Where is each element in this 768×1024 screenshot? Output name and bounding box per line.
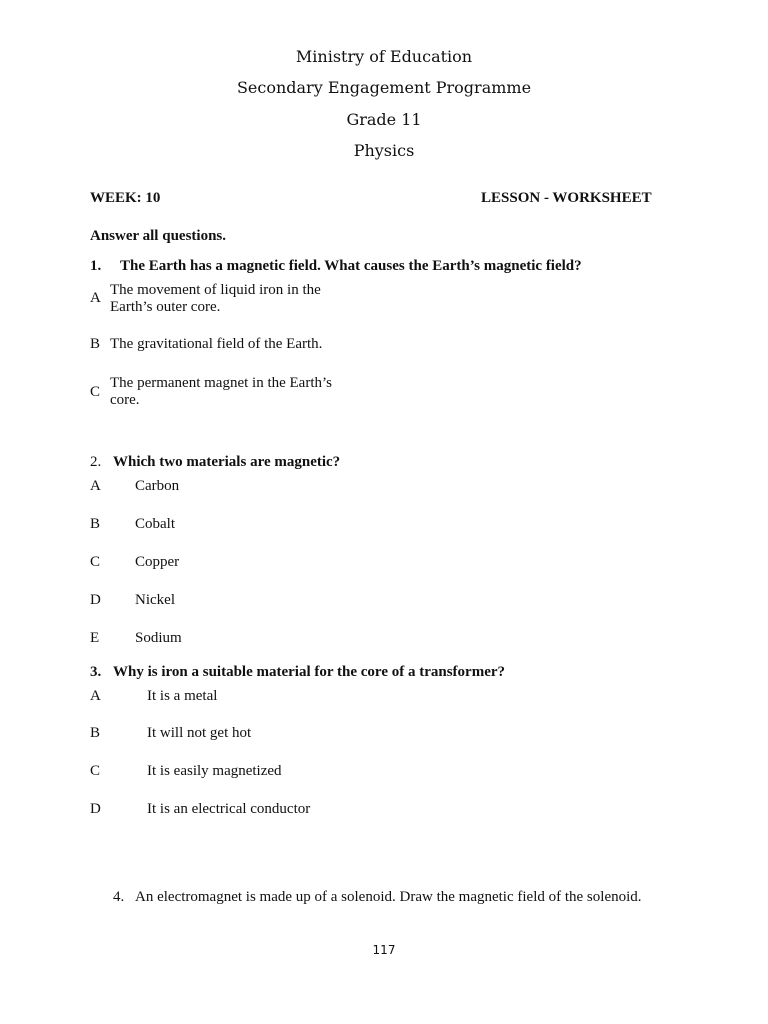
q3-option-c-letter: C [90, 763, 101, 779]
q3-option-b-text: It will not get hot [147, 725, 252, 741]
q1-option-a-letter: A [90, 290, 101, 306]
lesson-label: LESSON - WORKSHEET [481, 190, 652, 206]
q3-text: Why is iron a suitable material for the core of a transformer? [113, 664, 506, 680]
q3-option-b-letter: B [90, 725, 101, 741]
q2-option-c-text: Copper [135, 554, 180, 570]
q1-option-c-letter: C [90, 384, 101, 400]
q3-option-a-text: It is a metal [147, 688, 218, 704]
q2-option-e-text: Sodium [135, 630, 182, 646]
page-number: 117 [372, 943, 396, 957]
q2-option-b-text: Cobalt [135, 516, 175, 532]
subject-heading: Physics [353, 141, 415, 160]
q4-text: An electromagnet is made up of a solenoid. Draw the magnetic field of the solenoid. [135, 889, 642, 905]
q1-option-b-letter: B [90, 336, 101, 352]
q3-number: 3. [90, 664, 102, 680]
instruction-text: Answer all questions. [90, 228, 226, 244]
q2-option-b-letter: B [90, 516, 101, 532]
week-label: WEEK: 10 [90, 190, 161, 206]
q1-option-b-text: The gravitational field of the Earth. [110, 336, 323, 352]
q3-option-a-letter: A [90, 688, 101, 704]
q2-text: Which two materials are magnetic? [113, 454, 341, 470]
q4-number: 4. [113, 889, 125, 905]
q2-option-a-letter: A [90, 478, 101, 494]
q3-option-c-text: It is easily magnetized [147, 763, 282, 779]
q3-option-d-text: It is an electrical conductor [147, 801, 311, 817]
q1-option-a-text: The movement of liquid iron in the Earth’s outer core. [110, 282, 321, 315]
q1-number: 1. [90, 258, 102, 274]
ministry-heading: Ministry of Education [295, 47, 473, 66]
q1-option-c-text: The permanent magnet in the Earth’s core. [110, 375, 333, 408]
q2-option-c-letter: C [90, 554, 101, 570]
q3-option-d-letter: D [90, 801, 101, 817]
q2-number: 2. [90, 454, 102, 470]
q1-text: The Earth has a magnetic field. What causes the Earth’s magnetic field? [120, 258, 582, 274]
q2-option-d-letter: D [90, 592, 101, 608]
programme-heading: Secondary Engagement Programme [236, 78, 532, 97]
grade-heading: Grade 11 [346, 110, 422, 129]
q2-option-d-text: Nickel [135, 592, 175, 608]
q2-option-a-text: Carbon [135, 478, 180, 494]
q2-option-e-letter: E [90, 630, 100, 646]
